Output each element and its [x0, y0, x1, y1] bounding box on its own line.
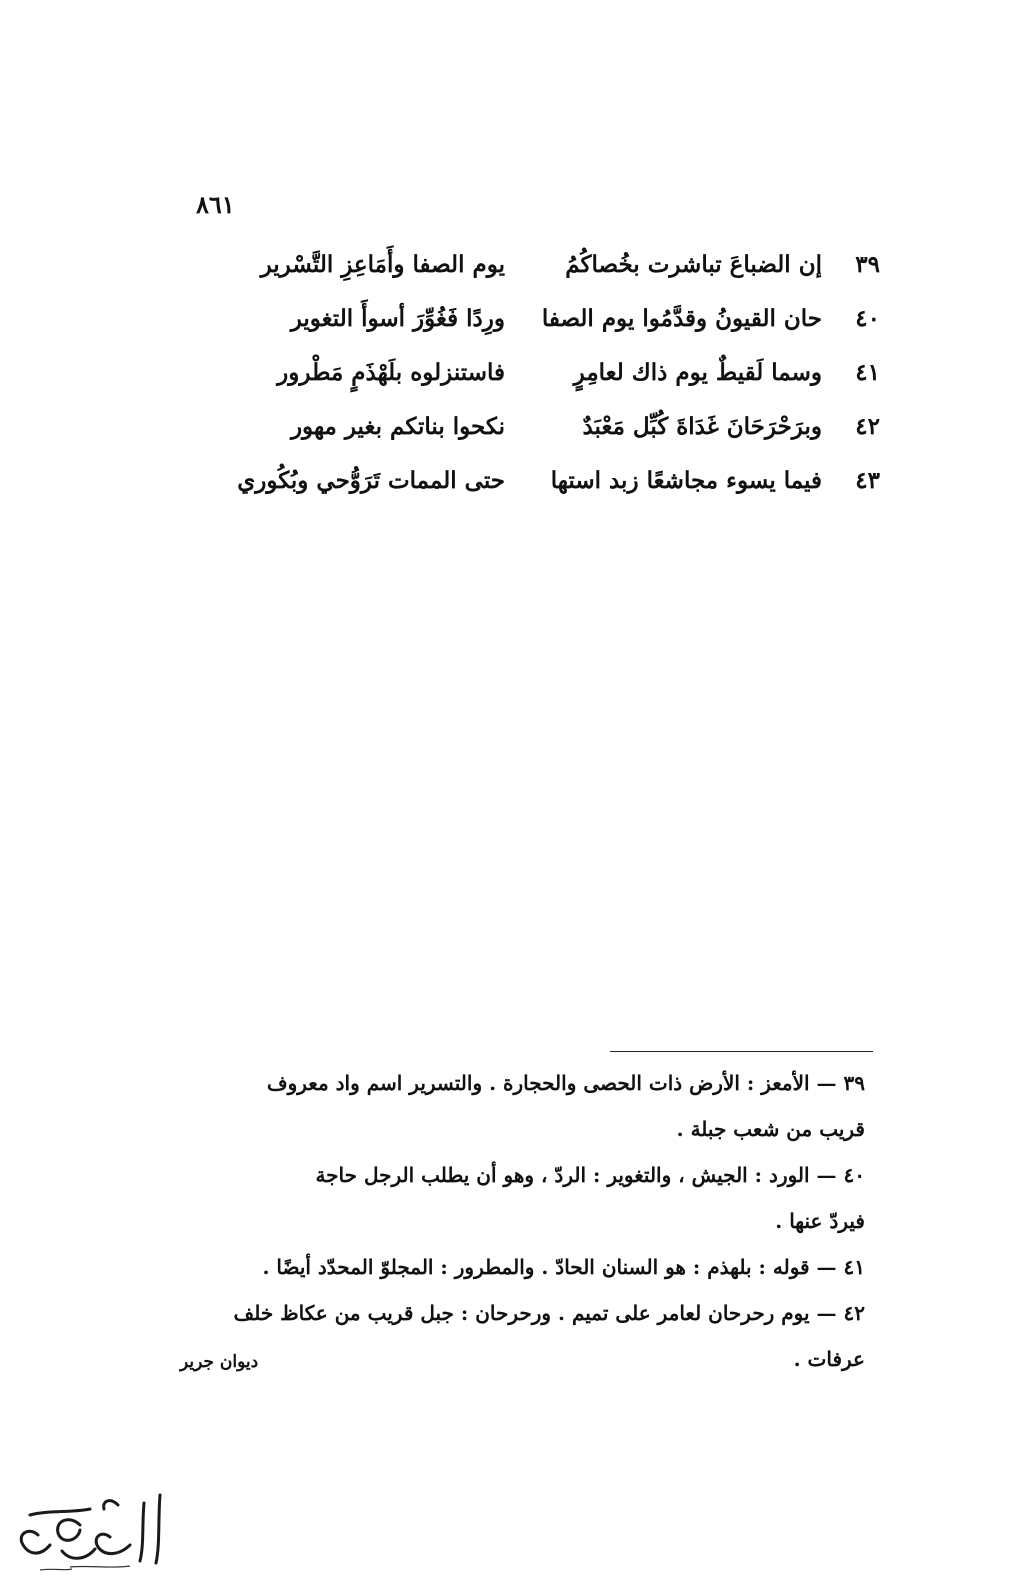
verse-row [230, 353, 880, 407]
verse-first-hemistich: إن الضباعَ تباشرت بخُصاكُمُ [565, 251, 822, 278]
footnote-line: فيردّ عنها . [775, 1209, 865, 1233]
page-number: ٨٦١ [196, 190, 235, 219]
book-title-footer: ديوان جرير [180, 1352, 259, 1372]
verse-row [230, 299, 880, 353]
footnote-line: عرفات . [793, 1347, 865, 1371]
footnote-line: قريب من شعب جبلة . [676, 1117, 865, 1141]
footnote-line: ٣٩ — الأمعز : الأرض ذات الحصى والحجارة . والتسرير اسم واد معروف [266, 1071, 865, 1095]
poem-verses [230, 245, 880, 515]
verse-second-hemistich: حتى الممات تَرَوُّحي وبُكُوري [237, 467, 505, 494]
verse-row [230, 245, 880, 299]
verse-first-hemistich: فيما يسوء مجاشعًا زبد استها [550, 467, 822, 494]
verse-first-hemistich: حان القيونُ وقدَّمُوا يوم الصفا [541, 305, 822, 332]
verse-row [230, 407, 880, 461]
verse-second-hemistich: يوم الصفا وأَمَاعِزِ التَّسْرير [260, 251, 505, 278]
footnotes [185, 1060, 865, 1382]
footnote-line: ٤١ — قوله : بلهذم : هو السنان الحادّ . والمطرور : المجلوّ المحدّد أيضًا . [262, 1255, 865, 1279]
verse-number: ٣٩ [855, 251, 880, 278]
calligraphy-stamp-graphic [10, 1475, 175, 1575]
footnote-line: ٤٢ — يوم رحرحان لعامر على تميم . ورحرحان : جبل قريب من عكاظ خلف [233, 1301, 865, 1325]
verse-first-hemistich: وبرَحْرَحَانَ غَدَاةَ كُبِّل مَعْبَدٌ [582, 413, 822, 440]
library-seal-icon [10, 1475, 175, 1575]
verse-number: ٤٣ [855, 467, 880, 494]
verse-number: ٤٠ [855, 305, 880, 332]
verse-number: ٤٢ [855, 413, 880, 440]
verse-first-hemistich: وسما لَقيطٌ يوم ذاك لعامِرٍ [573, 359, 822, 386]
verse-row [230, 461, 880, 515]
verse-number: ٤١ [855, 359, 880, 386]
footnote-line: ٤٠ — الورد : الجيش ، والتغوير : الردّ ، وهو أن يطلب الرجل حاجة [315, 1163, 865, 1187]
verse-second-hemistich: ورِدًا فَغُوِّرَ أسوأَ التغوير [290, 305, 505, 332]
verse-second-hemistich: نكحوا بناتكم بغير مهور [290, 413, 505, 440]
verse-second-hemistich: فاستنزلوه بلَهْذَمٍ مَطْرور [277, 359, 505, 386]
footnote-divider [610, 1051, 873, 1052]
